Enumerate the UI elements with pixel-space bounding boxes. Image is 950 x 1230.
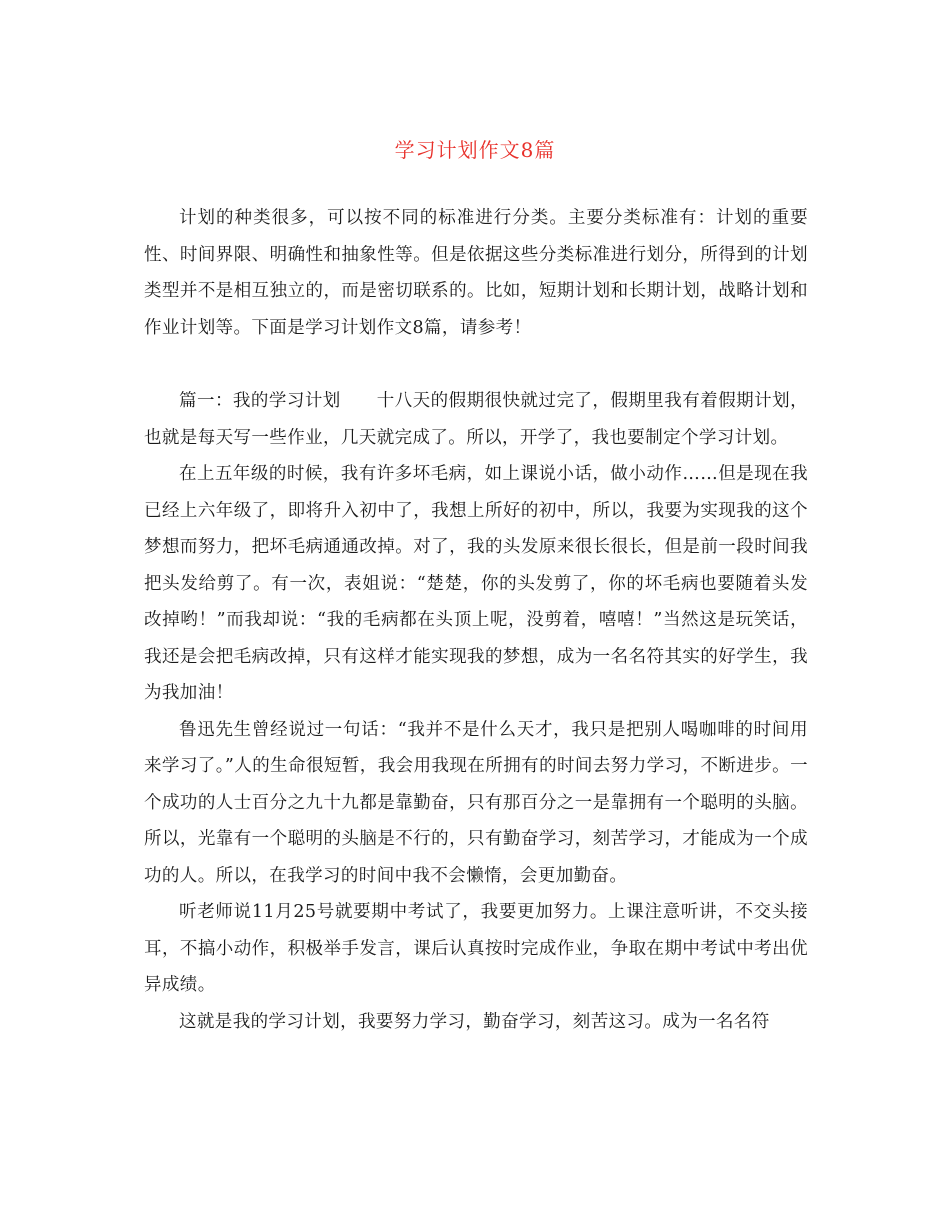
body-paragraph: 鲁迅先生曾经说过一句话：“我并不是什么天才，我只是把别人喝咖啡的时间用来学习了。”人的生命很短暂，我会用我现在所拥有的时间去努力学习，不断进步。一个成功的人士百分之九十九都是靠勤奋，只有那百分之一是靠拥有一个聪明的头脑。所以，光靠有一个聪明的头脑是不行的，只有勤奋学习，刻苦学习，才能成为一个成功的人。所以，在我学习的时间中我不会懒惰，会更加勤奋。 <box>144 719 808 886</box>
body-paragraph: 听老师说11月25号就要期中考试了，我要更加努力。上课注意听讲，不交头接耳，不搞小动作，积极举手发言，课后认真按时完成作业，争取在期中考试中考出优异成绩。 <box>144 902 808 995</box>
document-title: 学习计划作文8篇 <box>394 138 556 162</box>
body-paragraph: 这就是我的学习计划，我要努力学习，勤奋学习，刻苦这习。成为一名名符 <box>179 1011 770 1032</box>
intro-paragraph: 计划的种类很多，可以按不同的标准进行分类。主要分类标准有：计划的重要性、时间界限、明确性和抽象性等。但是依据这些分类标准进行划分，所得到的计划类型并不是相互独立的，而是密切联系的。比如，短期计划和长期计划，战略计划和作业计划等。下面是学习计划作文8篇，请参考！ <box>144 208 808 338</box>
document-body <box>144 200 808 1040</box>
body-paragraph: 在上五年级的时候，我有许多坏毛病，如上课说小话，做小动作……但是现在我已经上六年级了，即将升入初中了，我想上所好的初中，所以，我要为实现我的这个梦想而努力，把坏毛病通通改掉。对了，我的头发原来很长很长，但是前一段时间我把头发给剪了。有一次，表姐说：“楚楚，你的头发剪了，你的坏毛病也要随着头发改掉哟！”而我却说：“我的毛病都在头顶上呢，没剪着，嘻嘻！”当然这是玩笑话，我还是会把毛病改掉，只有这样才能实现我的梦想，成为一名名符其实的好学生，我为我加油！ <box>144 464 808 703</box>
body-paragraph: 篇一：我的学习计划 十八天的假期很快就过完了，假期里我有着假期计划，也就是每天写一些作业，几天就完成了。所以，开学了，我也要制定个学习计划。 <box>144 391 808 448</box>
